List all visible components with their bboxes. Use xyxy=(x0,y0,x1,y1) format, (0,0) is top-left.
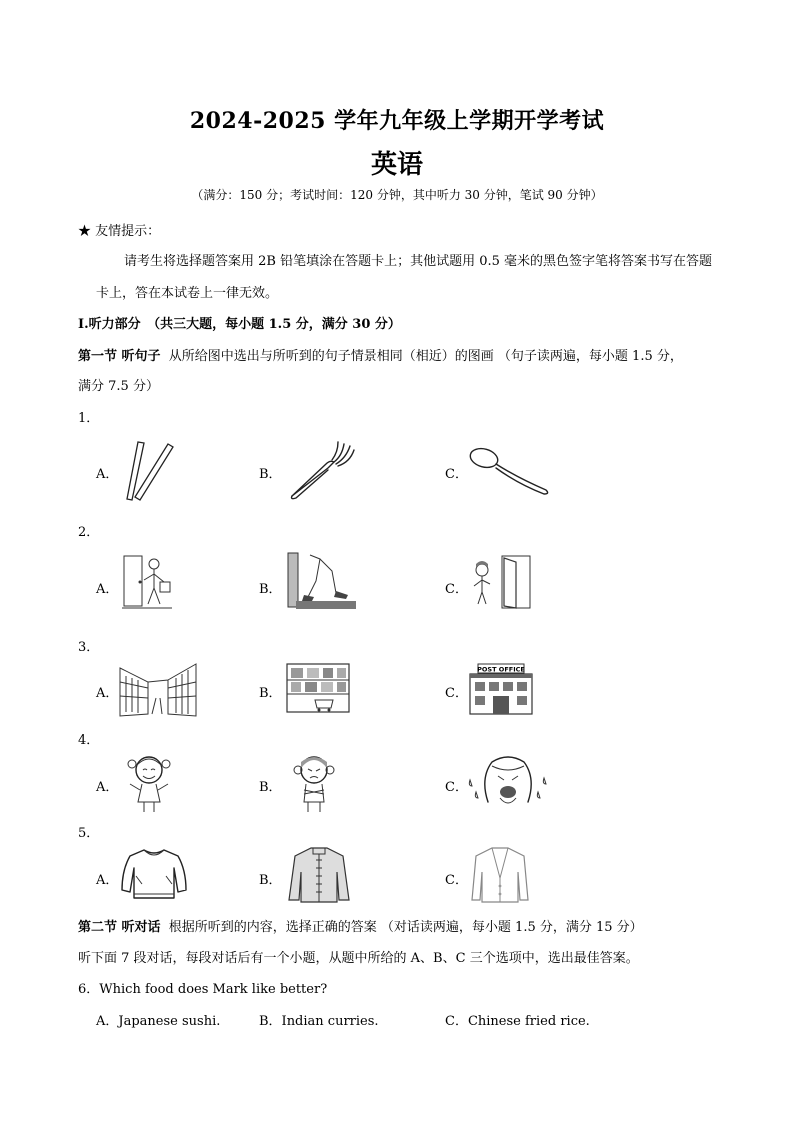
option-label: B． xyxy=(259,582,282,597)
option-label: B． xyxy=(259,780,282,795)
question-number: 2． xyxy=(78,525,100,540)
section2-instruction: 听下面 7 段对话，每段对话后有一个小题，从题中所给的 A、B、C 三个选项中，选出最佳答案。 xyxy=(78,951,639,966)
spoon-icon xyxy=(468,444,552,500)
question-number: 4． xyxy=(78,733,100,748)
tips-line-2: 卡上，答在本试卷上一律无效。 xyxy=(96,286,279,301)
shop-shelves-icon xyxy=(285,662,351,714)
option-label: C． xyxy=(445,780,468,795)
sweater-icon xyxy=(120,846,188,902)
question-6-stem: 6．Which food does Mark like better? xyxy=(78,982,328,997)
exam-subject: 英语 xyxy=(370,150,423,180)
section1-desc: 从所给图中选出与所听到的句子情景相同（相近）的图画 （句子读两遍，每小题 1.5 分， xyxy=(168,349,683,364)
section2-label: 第二节 听对话 xyxy=(78,920,161,935)
question-number: 1． xyxy=(78,411,100,426)
person-walking-out-icon xyxy=(286,551,358,611)
option-label: C． xyxy=(445,873,468,888)
question-number: 5． xyxy=(78,826,100,841)
girl-open-door-icon xyxy=(464,552,534,612)
section2-desc: 根据所听到的内容，选择正确的答案 （对话读两遍，每小题 1.5 分，满分 15 分） xyxy=(168,920,643,935)
option-label: A． xyxy=(96,582,119,597)
tips-line-1: 请考生将选择题答案用 2B 铅笔填涂在答题卡上；其他试题用 0.5 毫米的黑色签字笔将答案书写在答题 xyxy=(124,254,713,269)
post-office-sign: POST OFFICE xyxy=(477,665,525,674)
angry-girl-icon xyxy=(290,750,338,814)
option-label: C． xyxy=(445,467,468,482)
tips-heading: ★ 友情提示： xyxy=(78,224,161,239)
suit-jacket-icon xyxy=(470,844,530,904)
question-6-option-a: A．Japanese sushi. xyxy=(96,1014,221,1029)
option-label: A． xyxy=(96,686,119,701)
section2-line xyxy=(78,916,643,935)
post-office-icon xyxy=(468,662,534,716)
option-label: C． xyxy=(445,686,468,701)
chinese-jacket-icon xyxy=(287,846,351,904)
chopsticks-icon xyxy=(120,440,180,502)
option-label: A． xyxy=(96,873,119,888)
fork-icon xyxy=(288,440,358,502)
section1-label: 第一节 听句子 xyxy=(78,349,161,364)
section1-desc-2: 满分 7.5 分） xyxy=(78,379,159,394)
option-label: B． xyxy=(259,873,282,888)
part1-heading: I.听力部分 （共三大题，每小题 1.5 分，满分 30 分） xyxy=(78,317,401,332)
option-label: C． xyxy=(445,582,468,597)
happy-girl-icon xyxy=(124,750,174,814)
option-label: A． xyxy=(96,780,119,795)
question-6-option-c: C．Chinese fried rice. xyxy=(445,1014,590,1029)
street-scene-icon xyxy=(118,658,198,718)
option-label: B． xyxy=(259,467,282,482)
exam-title: 2024-2025 学年九年级上学期开学考试 xyxy=(189,108,605,134)
crying-girl-icon xyxy=(466,752,552,812)
section1-line xyxy=(78,345,683,364)
exam-meta: （满分：150 分；考试时间：120 分钟，其中听力 30 分钟，笔试 90 分钟） xyxy=(191,188,603,202)
option-label: A． xyxy=(96,467,119,482)
question-6-option-b: B．Indian curries. xyxy=(259,1014,379,1029)
question-number: 3． xyxy=(78,640,100,655)
option-label: B． xyxy=(259,686,282,701)
person-at-door-icon xyxy=(120,552,174,610)
